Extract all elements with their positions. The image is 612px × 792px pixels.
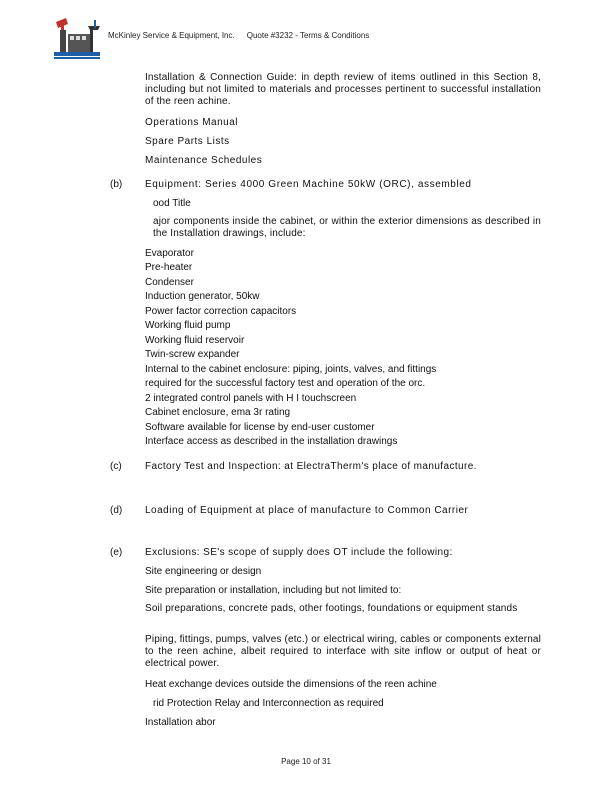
page-number: Page 10 of 31 [281,757,331,766]
component-item: Internal to the cabinet enclosure: piping, joints, valves, and fittings [145,364,437,375]
section-d-label: (d) [110,505,123,516]
install-guide-paragraph: Installation & Connection Guide: in depth review of items outlined in this Section 8, including but not limited to materials and processes pertinent to successful installation of the reen achine. [145,72,541,107]
site-prep-item: Site preparation or installation, including but not limited to: [145,585,402,596]
operations-manual-item: Operations Manual [145,117,238,128]
component-item: Interface access as described in the installation drawings [145,436,398,447]
major-components-paragraph: ajor components inside the cabinet, or within the exterior dimensions as described in the Installation drawings, include: [153,216,541,239]
piping-item: Piping, fittings, pumps, valves (etc.) or electrical wiring, cables or components external to the reen achine, albeit required to interface with site inflow or output of heat or electrical power. [145,634,541,669]
section-e-label: (e) [110,547,123,558]
section-c-label: (c) [110,461,122,472]
component-item: Condenser [145,277,194,288]
soil-item: Soil preparations, concrete pads, other footings, foundations or equipment stands [145,603,518,614]
component-item: 2 integrated control panels with H I touchscreen [145,393,357,404]
grid-protection-item: rid Protection Relay and Interconnection as required [153,698,384,709]
maintenance-item: Maintenance Schedules [145,155,263,166]
header-quote: Quote #3232 - Terms & Conditions [246,31,370,40]
installation-labor-item: Installation abor [145,717,216,728]
section-c-text: Factory Test and Inspection: at ElectraTherm's place of manufacture. [145,461,477,472]
section-b-title: Equipment: Series 4000 Green Machine 50kW (ORC), assembled [145,179,472,190]
component-item: Software available for license by end-user customer [145,422,375,433]
component-item: Evaporator [145,248,194,259]
page-header [108,31,369,40]
site-engineering-item: Site engineering or design [145,566,262,577]
spare-parts-item: Spare Parts Lists [145,136,230,147]
component-item: Power factor correction capacitors [145,306,297,317]
component-item: required for the successful factory test and operation of the orc. [145,378,426,389]
section-b-label: (b) [110,179,123,190]
component-item: Induction generator, 50kw [145,291,260,302]
component-item: Working fluid pump [145,320,231,331]
heat-exchange-item: Heat exchange devices outside the dimensions of the reen achine [145,679,437,690]
section-e-title: Exclusions: SE's scope of supply does OT include the following: [145,547,453,558]
component-item: Working fluid reservoir [145,335,245,346]
good-title-item: ood Title [153,198,191,209]
section-d-text: Loading of Equipment at place of manufacture to Common Carrier [145,505,469,516]
component-item: Cabinet enclosure, ema 3r rating [145,407,291,418]
component-item: Pre-heater [145,262,193,273]
component-item: Twin-screw expander [145,349,240,360]
header-company: McKinley Service & Equipment, Inc. [108,31,235,40]
company-logo-icon [52,16,102,60]
